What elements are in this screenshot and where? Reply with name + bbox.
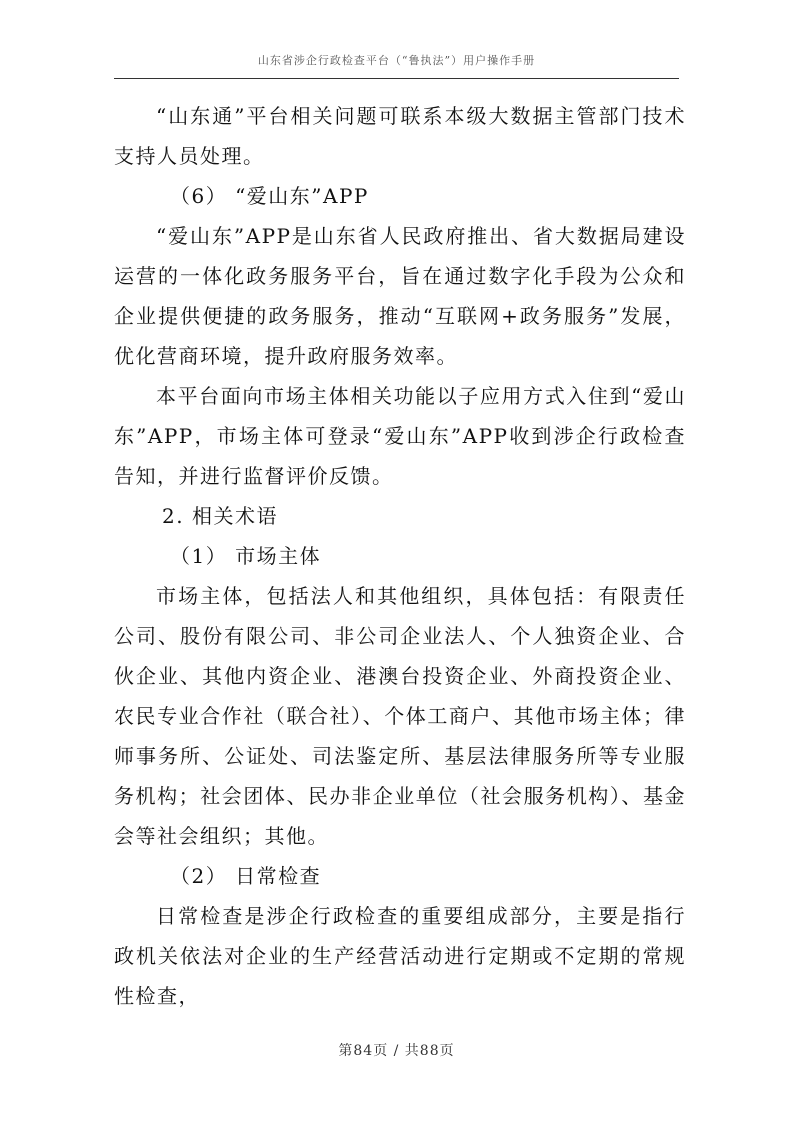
section-heading-routine-inspection: （2） 日常检查	[170, 864, 322, 888]
paragraph-platform-subapp: 本平台面向市场主体相关功能以子应用方式入住到“爱山东”APP，市场主体可登录“爱山东”APP收到涉企行政检查告知，并进行监督评价反馈。	[114, 384, 686, 488]
paragraph-ishandong-intro: “爱山东”APP是山东省人民政府推出、省大数据局建设运营的一体化政务服务平台，旨在通过数字化手段为公众和企业提供便捷的政务服务，推动“互联网+政务服务”发展，优化营商环境，提升政府服务效率。	[114, 224, 686, 368]
section-heading-ishandong-app: （6） “爱山东”APP	[170, 184, 369, 208]
section-heading-market-entity: （1） 市场主体	[170, 544, 322, 568]
page-number: 第84页 / 共88页	[338, 1043, 455, 1059]
paragraph-shandongtong-support: “山东通”平台相关问题可联系本级大数据主管部门技术支持人员处理。	[114, 104, 686, 168]
section-heading-terms: 2. 相关术语	[162, 504, 278, 528]
paragraph-routine-inspection-definition: 日常检查是涉企行政检查的重要组成部分，主要是指行政机关依法对企业的生产经营活动进行定期或不定期的常规性检查，	[114, 904, 686, 1008]
header-divider	[114, 78, 679, 79]
document-body	[114, 96, 686, 1016]
paragraph-market-entity-definition: 市场主体，包括法人和其他组织，具体包括：有限责任公司、股份有限公司、非公司企业法人、个人独资企业、合伙企业、其他内资企业、港澳台投资企业、外商投资企业、农民专业合作社（联合社）、个体工商户、其他市场主体；律师事务所、公证处、司法鉴定所、基层法律服务所等专业服务机构；社会团体、民办非企业单位（社会服务机构）、基金会等社会组织；其他。	[114, 584, 686, 848]
running-header: 山东省涉企行政检查平台（“鲁执法”）用户操作手册	[257, 54, 536, 67]
